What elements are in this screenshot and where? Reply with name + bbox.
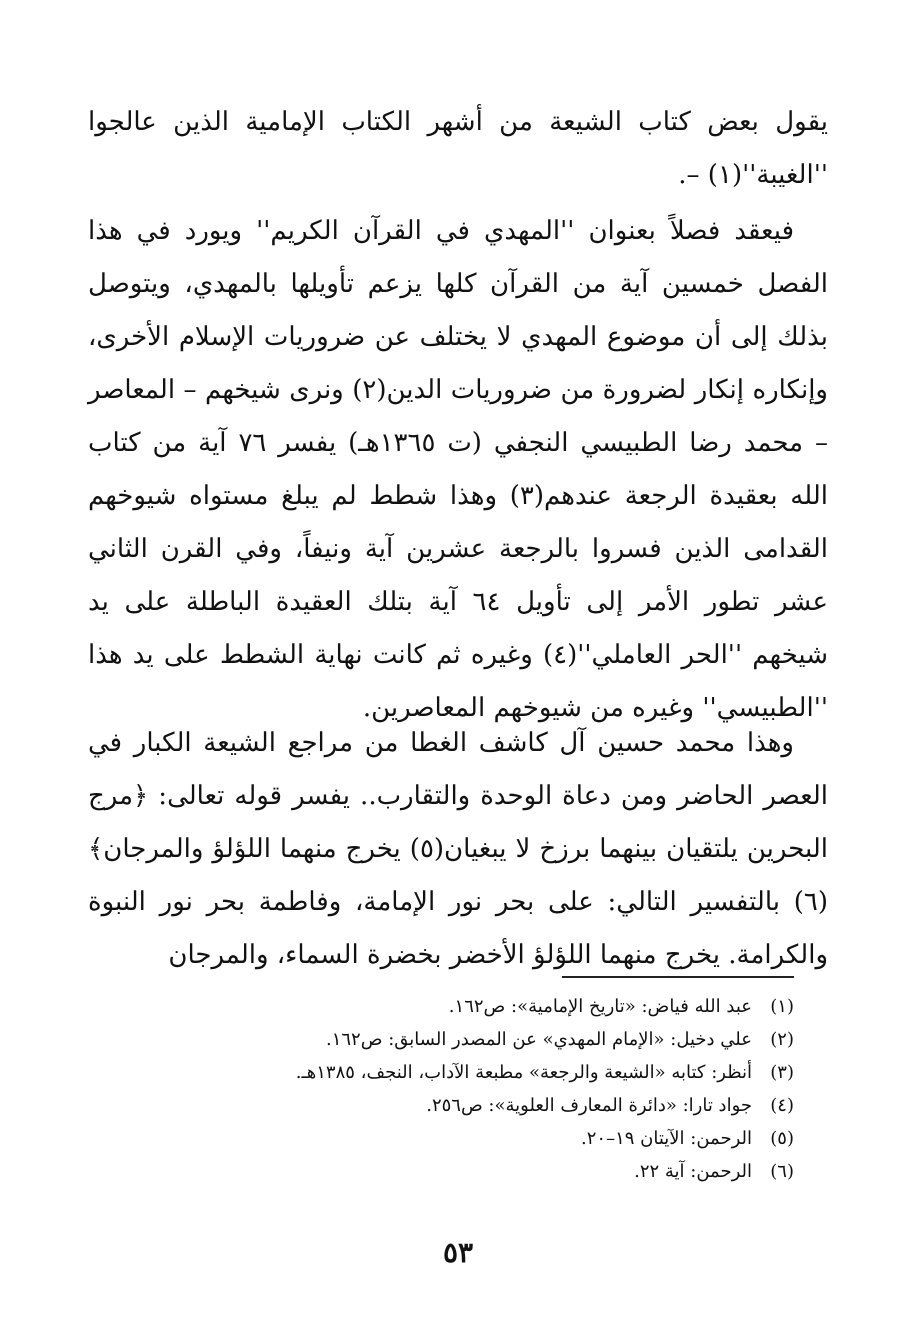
footnote-number: (٢) xyxy=(770,1029,794,1050)
paragraph-kashif-alghita: وهذا محمد حسين آل كاشف الغطا من مراجع الشيعة الكبار في العصر الحاضر ومن دعاة الوحدة والتقارب.. يفسر قوله تعالى: ﴿مرج البحرين يلتقيان بينهما برزخ لا يبغيان(٥) يخرج منهما اللؤلؤ والمرجان﴾(٦) بالتفسير التالي: على بحر نور الإمامة، وفاطمة بحر نور النبوة والكرامة. يخرج منهما اللؤلؤ الأخضر بخضرة السماء، والمرجان xyxy=(88,728,828,970)
footnote-text: جواد تارا: «دائرة المعارف العلوية»: ص٢٥٦. xyxy=(426,1095,752,1116)
footnote-number: (١) xyxy=(770,996,794,1017)
footnotes-list xyxy=(100,990,794,1188)
footnote-text: أنظر: كتابه «الشيعة والرجعة» مطبعة الآداب، النجف، ١٣٨٥هـ. xyxy=(295,1062,752,1083)
paragraph-mahdi-quran: فيعقد فصلاً بعنوان ''المهدي في القرآن الكريم'' ويورد في هذا الفصل خمسين آية من القرآن كلها يزعم تأويلها بالمهدي، ويتوصل بذلك إلى أن موضوع المهدي لا يختلف عن ضروريات الإسلام الأخرى، وإنكاره إنكار لضرورة من ضروريات الدين(٢) ونرى شيخهم – المعاصر – محمد رضا الطبيسي النجفي (ت ١٣٦٥هـ) يفسر ٧٦ آية من كتاب الله بعقيدة الرجعة عندهم(٣) وهذا شطط لم يبلغ مستواه شيوخهم القدامى الذين فسروا بالرجعة عشرين آية ونيفاً، وفي القرن الثاني عشر تطور الأمر إلى تأويل ٦٤ آية بتلك العقيدة الباطلة على يد شيخهم ''الحر العاملي''(٤) وغيره ثم كانت نهاية الشطط على يد هذا ''الطبيسي'' وغيره من شيوخهم المعاصرين. xyxy=(88,216,829,723)
footnote-item xyxy=(100,990,794,1023)
footnote-item xyxy=(100,1089,794,1122)
footnote-item xyxy=(100,1023,794,1056)
footnote-text: الرحمن: الآيتان ١٩–٢٠. xyxy=(581,1128,752,1149)
footnote-number: (٤) xyxy=(770,1095,794,1116)
footnote-divider xyxy=(562,976,794,978)
footnote-number: (٦) xyxy=(770,1161,794,1182)
footnote-number: (٣) xyxy=(770,1062,794,1083)
page-number: ٥٣ xyxy=(442,1236,474,1269)
paragraph-intro: يقول بعض كتاب الشيعة من أشهر الكتاب الإمامية الذين عالجوا ''الغيبة''(١) –. xyxy=(88,107,828,190)
footnote-text: الرحمن: آية ٢٢. xyxy=(634,1161,752,1182)
footnote-item xyxy=(100,1122,794,1155)
footnote-text: عبد الله فياض: «تاريخ الإمامية»: ص١٦٢. xyxy=(448,996,752,1017)
footnote-item xyxy=(100,1056,794,1089)
footnote-item xyxy=(100,1155,794,1188)
footnote-number: (٥) xyxy=(770,1128,794,1149)
footnote-text: علي دخيل: «الإمام المهدي» عن المصدر السابق: ص١٦٢. xyxy=(325,1029,752,1050)
